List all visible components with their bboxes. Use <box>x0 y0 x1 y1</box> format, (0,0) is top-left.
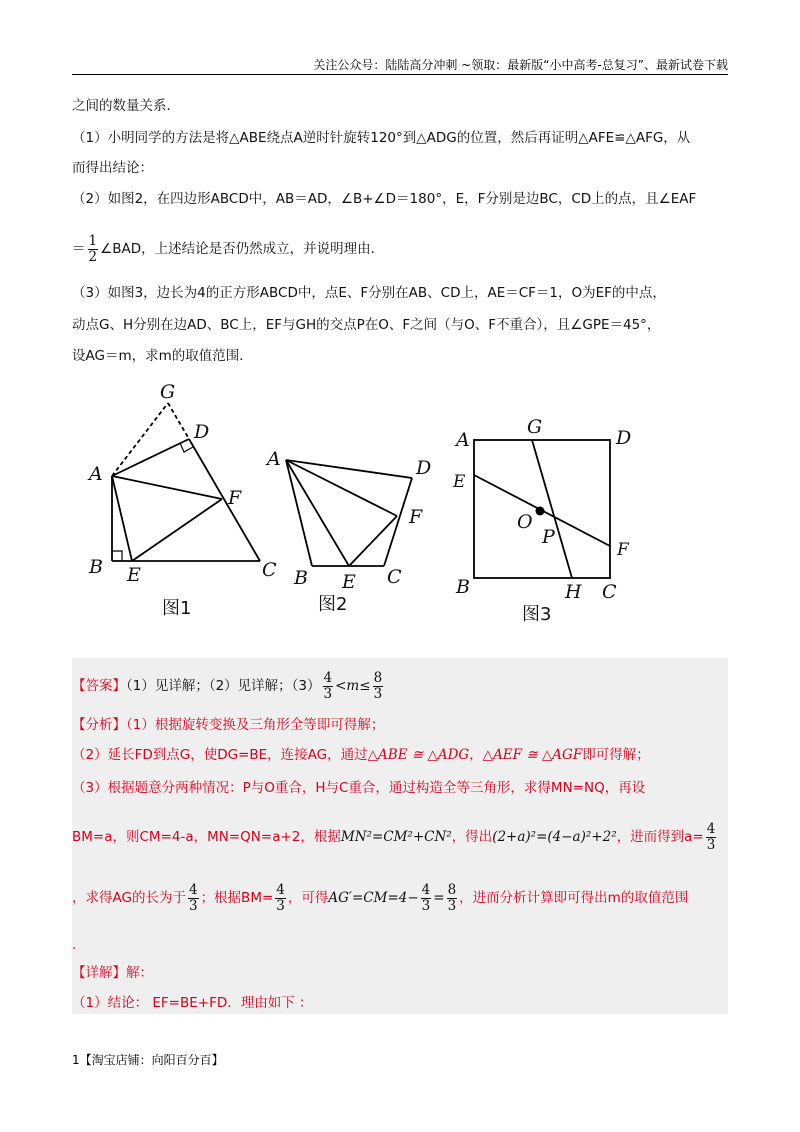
fig1-right-angle-d <box>180 443 193 452</box>
answer-parts: （1）见详解；（2）见详解；（3） <box>126 678 321 694</box>
part2-line2 <box>72 233 384 265</box>
answer-line <box>72 670 385 702</box>
header-divider <box>72 74 728 75</box>
fig2-edge-ab <box>286 460 312 566</box>
fig3-label-h: H <box>565 581 582 603</box>
analysis-line2: （2）延长FD到点G，使DG=BE，连接AG，通过△ABE ≅ △ADG，△AEF ≅ △AGF即可得解； <box>72 747 650 763</box>
fig3-point-o <box>536 507 545 516</box>
fig1-label-e: E <box>127 564 141 586</box>
fig1-dashed-ag <box>112 403 168 476</box>
fig3-label-p: P <box>542 526 555 548</box>
fig2-label-b: B <box>294 567 308 589</box>
fig1-caption: 图1 <box>162 598 192 619</box>
equation-expression: (2+a)²=(4−a)²+2² <box>492 829 617 845</box>
detail-tag: 【详解】 <box>72 965 126 981</box>
part3-line2: 动点G、H分别在边AD、BC上，EF与GH的交点P在O、F之间（与O、F不重合），且∠GPE＝45°， <box>72 317 661 333</box>
geometry-figures <box>72 378 732 638</box>
fig1-right-angle-b <box>112 551 122 561</box>
fig1-label-a: A <box>89 463 103 485</box>
fig1-label-b: B <box>89 556 103 578</box>
detail-line1: （1）结论： EF=BE+FD．理由如下 ： <box>72 995 313 1011</box>
fig1-segment-ae <box>112 476 132 561</box>
fig3-label-g: G <box>527 416 543 438</box>
fig3-label-f: F <box>617 540 629 560</box>
problem-line0: 之间的数量关系． <box>72 98 180 114</box>
fig3-label-o: O <box>517 511 533 533</box>
fig1-label-g: G <box>160 381 176 403</box>
fig2-label-d: D <box>416 457 432 479</box>
part3-line1: （3）如图3，边长为4的正方形ABCD中，点E、F分别在AB、CD上，AE＝CF＝1，O为EF的中点， <box>72 285 666 301</box>
bm-fraction: $\frac{4}{3}$ <box>276 881 285 914</box>
fig1-label-d: D <box>194 421 210 443</box>
fig1-segment-af <box>112 476 222 499</box>
part3-line3: 设AG＝m，求m的取值范围． <box>72 348 253 364</box>
fig3-label-a: A <box>456 429 470 451</box>
congruence-expression: △ABE ≅ △ADG，△AEF ≅ △AGF <box>367 747 583 763</box>
analysis-line5: ，求得AG的长为于 $\frac{4}{3}$ ；根据BM= $\frac{4}{3}$ ，可得AG′=CM=4− $\frac{4}{3}$ = $\frac{8}{3}$ ，进而分析计算即可得出m的取值范围 <box>72 881 689 914</box>
figure-1 <box>112 403 260 561</box>
half-fraction: $\frac{1}{2}$ <box>88 232 98 265</box>
answer-lower-bound: $\frac{4}{3}$ <box>323 669 333 702</box>
fig3-label-e: E <box>453 472 466 492</box>
part1-line1: （1）小明同学的方法是将△ABE绕点A逆时针旋转120°到△ADG的位置，然后再证明△AFE≌△AFG，从 <box>72 130 691 146</box>
analysis-line6: . <box>72 937 77 953</box>
part1-line2: 而得出结论： <box>72 160 153 176</box>
figure-captions <box>162 594 551 625</box>
fig2-edge-cd <box>384 478 412 566</box>
fig2-label-e: E <box>342 571 356 593</box>
fig1-label-c: C <box>262 559 277 581</box>
fig3-label-d: D <box>616 427 632 449</box>
fig1-dashed-gd <box>168 403 189 439</box>
fig3-label-b: B <box>456 576 470 598</box>
fig1-edge-ad <box>112 439 189 476</box>
part2-eq: ＝ <box>72 241 86 257</box>
fig1-edge-dc <box>189 439 260 561</box>
answer-inequality: <m≤ <box>335 678 371 694</box>
value-a-fraction: $\frac{4}{3}$ <box>706 820 716 853</box>
fig2-segment-ef <box>349 516 397 566</box>
result-fraction: $\frac{8}{3}$ <box>447 881 457 914</box>
part2-rest: ∠BAD，上述结论是否仍然成立，并说明理由． <box>100 241 385 257</box>
fig2-caption: 图2 <box>318 594 348 615</box>
fig2-label-a: A <box>267 448 281 470</box>
fig1-label-f: F <box>228 487 242 509</box>
analysis-line3: （3）根据题意分两种情况：P与O重合，H与C重合，通过构造全等三角形，求得MN=NQ，再设 <box>72 780 646 796</box>
page-header: 关注公众号：陆陆高分冲刺 ~领取：最新版“小中高考-总复习”、最新试卷下载 <box>313 58 728 72</box>
fig2-label-f: F <box>409 506 423 528</box>
figure-labels <box>87 381 631 603</box>
analysis-line4: BM=a，则CM=4-a，MN=QN=a+2，根据MN²=CM²+CN²，得出(2+a)²=(4−a)²+2²，进而得到a= $\frac{4}{3}$ <box>72 820 716 853</box>
ag-prime-expression: AG′=CM=4− <box>328 890 419 906</box>
page-footer: 1【淘宝店铺：向阳百分百】 <box>72 1053 224 1067</box>
ag-length-fraction: $\frac{4}{3}$ <box>188 881 198 914</box>
fig3-caption: 图3 <box>522 604 552 625</box>
detail-heading: 【详解】解： <box>72 965 153 981</box>
analysis-line1: 【分析】（1）根据旋转变换及三角形全等即可得解； <box>72 717 385 733</box>
pythagoras-expression: MN²=CM²+CN² <box>340 829 452 845</box>
answer-upper-bound: $\frac{8}{3}$ <box>373 669 383 702</box>
figure-2 <box>286 460 412 566</box>
answer-tag: 【答案】 <box>72 678 126 694</box>
fig2-label-c: C <box>387 566 402 588</box>
subtract-fraction: $\frac{4}{3}$ <box>421 881 431 914</box>
fig3-label-c: C <box>602 581 617 603</box>
part2-line1: （2）如图2，在四边形ABCD中，AB＝AD，∠B+∠D＝180°，E，F分别是边BC，CD上的点，且∠EAF <box>72 191 697 207</box>
analysis-tag: 【分析】 <box>72 717 126 733</box>
fig1-segment-ef <box>132 499 222 561</box>
